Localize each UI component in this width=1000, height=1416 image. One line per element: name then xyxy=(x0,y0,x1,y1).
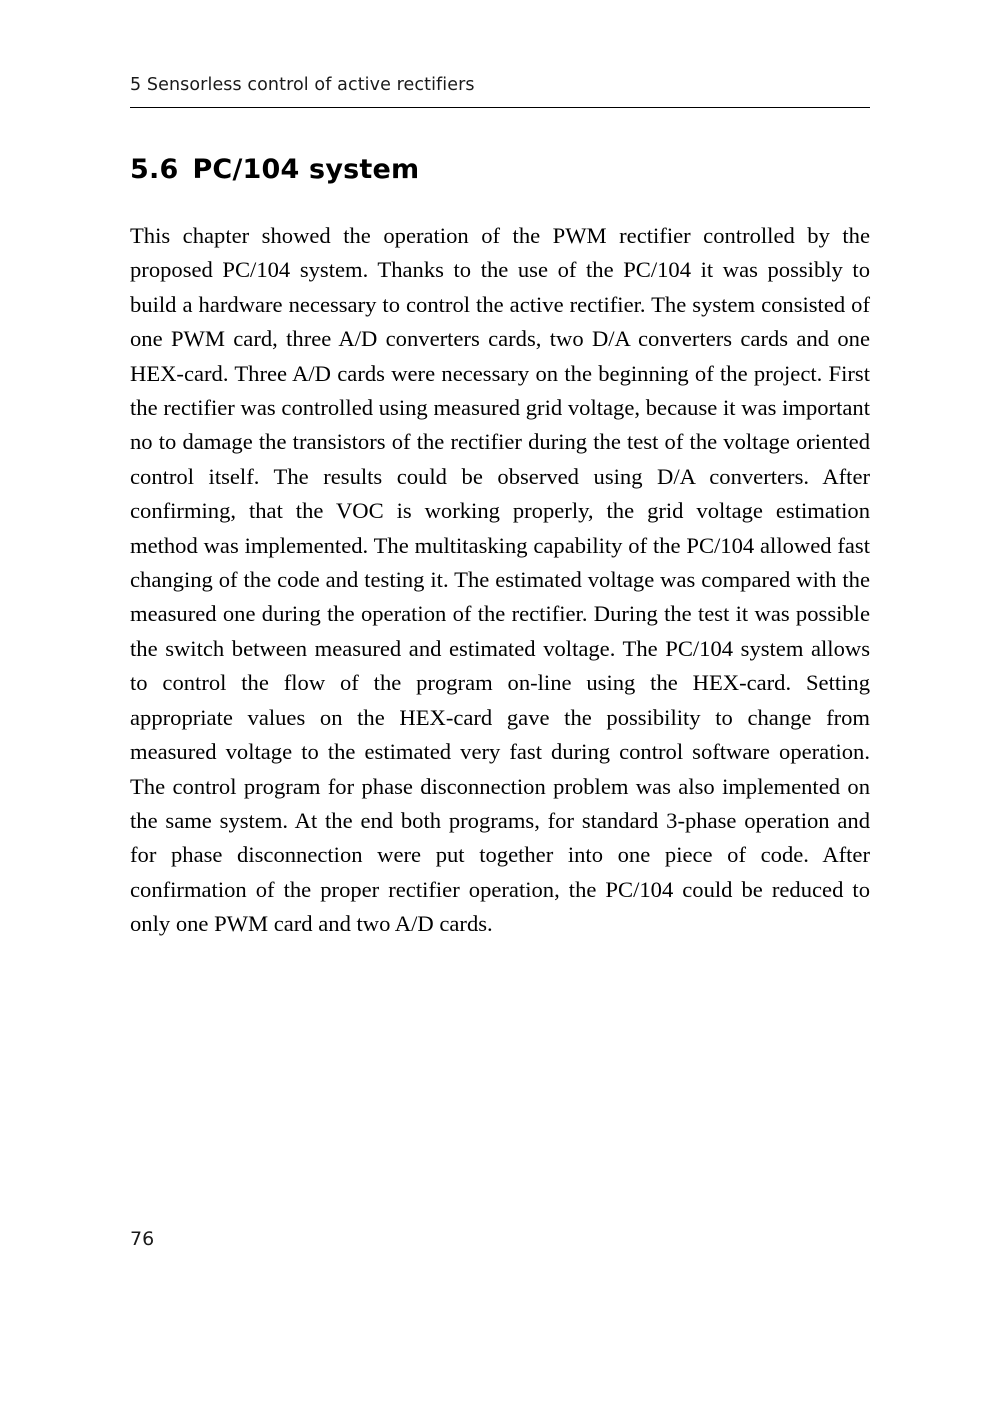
body-paragraph: This chapter showed the operation of the PWM rectifier controlled by the proposed PC/104 system. Thanks to the use of the PC/104 it was possibly to build a hardware necessary to control the active rectifier. The system consisted of one PWM card, three A/D converters cards, two D/A converters cards and one HEX-card. Three A/D cards were necessary on the beginning of the project. First the rectifier was controlled using measured grid voltage, because it was important no to damage the transistors of the rectifier during the test of the voltage oriented control itself. The results could be observed using D/A converters. After confirming, that the VOC is working properly, the grid voltage estimation method was implemented. The multitasking capability of the PC/104 allowed fast changing of the code and testing it. The estimated voltage was compared with the measured one during the operation of the rectifier. During the test it was possible the switch between measured and estimated voltage. The PC/104 system allows to control the flow of the program on-line using the HEX-card. Setting appropriate values on the HEX-card gave the possibility to change from measured voltage to the estimated very fast during control software operation. The control program for phase disconnection problem was also implemented on the same system. At the end both programs, for standard 3-phase operation and for phase disconnection were put together into one piece of code. After confirmation of the proper rectifier operation, the PC/104 could be reduced to only one PWM card and two A/D cards. xyxy=(130,223,870,937)
running-head: 5 Sensorless control of active rectifiers xyxy=(130,75,475,95)
page-content xyxy=(130,75,870,964)
section-title: PC/104 system xyxy=(192,154,420,185)
header-rule xyxy=(130,107,870,108)
page-title xyxy=(130,154,870,185)
section-number: 5.6 xyxy=(130,154,179,185)
page-number: 76 xyxy=(130,1228,155,1250)
